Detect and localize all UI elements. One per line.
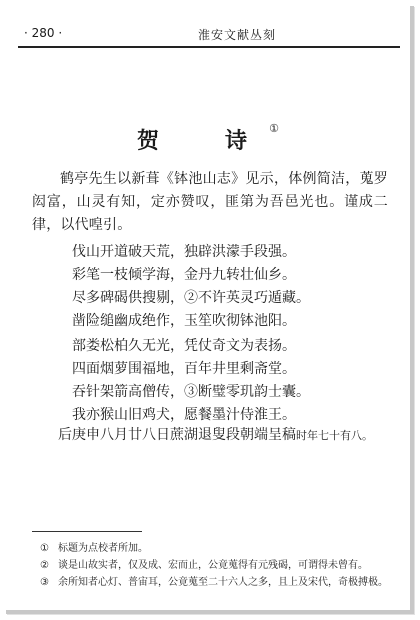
intro-paragraph: 鹤亭先生以新葺《钵池山志》见示，体例简洁，蒐罗闳富，山灵有知，定亦赞叹，匪第为吾邑光也。谨成二律，以代喤引。 xyxy=(32,171,388,233)
footnote-text: 标题为点校者所加。 xyxy=(58,543,148,554)
footnotes xyxy=(40,540,390,591)
poem-line: 四面烟萝围福地，百年井里剩斋堂。 xyxy=(72,361,296,377)
poem-title-text: 贺 诗 xyxy=(137,128,270,154)
footnote-number: ① xyxy=(40,543,49,554)
poem-stanza-1 xyxy=(72,241,372,333)
poem-line: 凿险缒幽成绝作，玉笙吹彻钵池阳。 xyxy=(72,313,296,329)
footnote-item xyxy=(40,540,390,557)
poem-line: 我亦猴山旧鸡犬，愿餐墨汁侍淮王。 xyxy=(72,407,296,423)
poem-line: 彩笔一枝倾学海，金丹九转壮仙乡。 xyxy=(72,267,296,283)
signature-age-note: 时年七十有八。 xyxy=(296,429,373,442)
footnote-text: 余所知者心灯、普宙耳，公竟蒐至二十六人之多，且上及宋代，奇极搏极。 xyxy=(58,577,388,588)
poem-stanza-2 xyxy=(72,335,372,427)
poem-title xyxy=(6,124,410,155)
footnote-number: ③ xyxy=(40,577,49,588)
poem-line: 尽多碑碣供搜剔，②不许英灵巧遁藏。 xyxy=(72,290,310,306)
footnote-divider xyxy=(32,531,142,532)
footnote-number: ② xyxy=(40,560,49,571)
book-page xyxy=(6,6,414,614)
poem-line: 吞针架箭高僧传，③断璧零玑韵士囊。 xyxy=(72,384,310,400)
signature-line xyxy=(58,424,398,444)
running-header xyxy=(18,22,400,48)
series-title: 淮安文献丛刻 xyxy=(198,28,277,42)
page-number: · 280 · xyxy=(24,26,63,40)
title-footnote-mark: ① xyxy=(269,122,279,135)
signature-main: 后庚申八月廿八日蔗湖退叟段朝端呈稿 xyxy=(58,427,296,443)
poem-line: 部娄松柏久无光，凭仗奇文为表扬。 xyxy=(72,338,296,354)
footnote-item xyxy=(40,557,390,574)
poem-line: 伐山开道破天荒，独辟洪濛手段强。 xyxy=(72,244,296,260)
footnote-text: 谈是山故实者，仅及成、宏而止，公竟蒐得有元残碣，可谓得未曾有。 xyxy=(58,560,368,571)
footnote-item xyxy=(40,574,390,591)
